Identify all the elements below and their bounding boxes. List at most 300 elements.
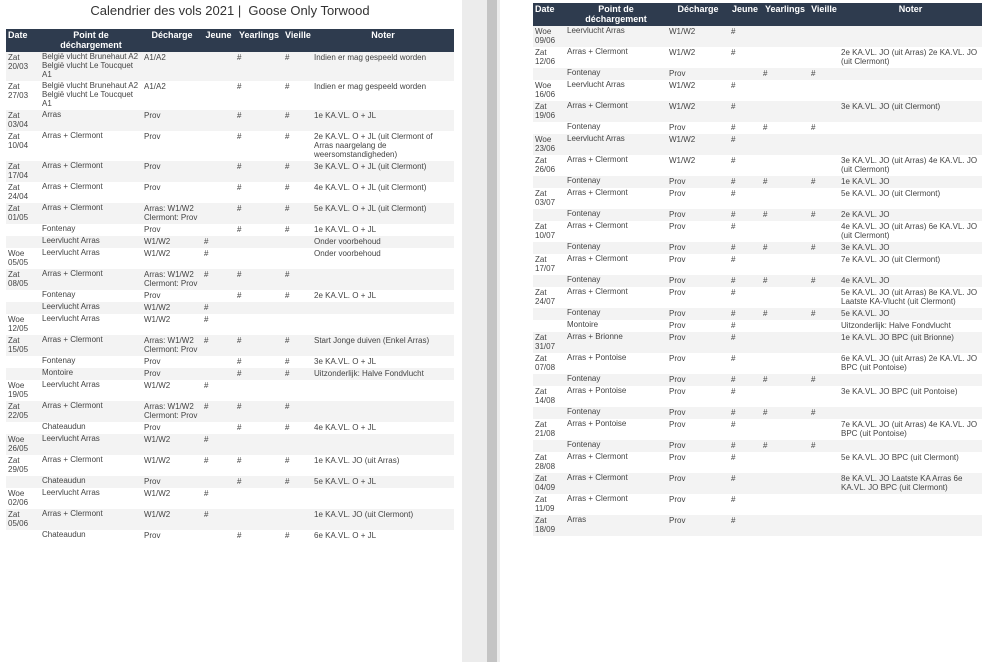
cell-release-point: Leervlucht Arras xyxy=(565,26,667,47)
table-row xyxy=(533,134,982,155)
table-row xyxy=(6,224,454,236)
cell-jeune: # xyxy=(729,242,761,254)
cell-vieille: # xyxy=(809,308,839,320)
cell-decharge: Prov xyxy=(142,161,202,182)
cell-yearlings: # xyxy=(761,68,809,80)
cell-note xyxy=(839,374,982,386)
table-row xyxy=(6,203,454,224)
cell-note: 5e KA.VL. JO (uit Arras) 8e KA.VL. JO Laatste KA-Vlucht (uit Clermont) xyxy=(839,287,982,308)
cell-release-point: Leervlucht Arras xyxy=(40,236,142,248)
cell-date: Zat 21/08 xyxy=(533,419,565,440)
table-row xyxy=(6,314,454,335)
table-row xyxy=(6,236,454,248)
cell-jeune: # xyxy=(202,248,235,269)
cell-jeune: # xyxy=(202,455,235,476)
cell-vieille xyxy=(809,155,839,176)
table-row xyxy=(533,515,982,536)
cell-release-point: Fontenay xyxy=(40,224,142,236)
cell-note: 6e KA.VL. O + JL xyxy=(312,530,454,542)
cell-note: 7e KA.VL. JO (uit Arras) 4e KA.VL. JO BPC (uit Pontoise) xyxy=(839,419,982,440)
cell-jeune: # xyxy=(729,287,761,308)
cell-note: 1e KA.VL. JO xyxy=(839,176,982,188)
cell-note xyxy=(312,302,454,314)
cell-note: 4e KA.VL. JO xyxy=(839,275,982,287)
cell-note xyxy=(312,380,454,401)
cell-decharge: Prov xyxy=(667,386,729,407)
cell-decharge: Prov xyxy=(142,224,202,236)
cell-vieille xyxy=(809,26,839,47)
table-row xyxy=(6,356,454,368)
cell-vieille: # xyxy=(283,530,312,542)
cell-vieille: # xyxy=(809,242,839,254)
cell-release-point: Fontenay xyxy=(565,242,667,254)
cell-jeune xyxy=(202,203,235,224)
cell-date xyxy=(6,368,40,380)
cell-vieille xyxy=(809,188,839,209)
cell-jeune xyxy=(202,422,235,434)
cell-date xyxy=(533,308,565,320)
cell-decharge: Prov xyxy=(142,182,202,203)
cell-decharge: Prov xyxy=(667,353,729,374)
cell-yearlings xyxy=(235,248,283,269)
cell-note: 1e KA.VL. JO (uit Arras) xyxy=(312,455,454,476)
header-decharge: Décharge xyxy=(142,29,202,52)
cell-note: 3e KA.VL. JO xyxy=(839,242,982,254)
header-vieille: Vieille xyxy=(809,3,839,26)
cell-yearlings: # xyxy=(761,440,809,452)
cell-jeune: # xyxy=(729,101,761,122)
cell-release-point: Arras + Clermont xyxy=(565,254,667,275)
cell-release-point: Arras + Clermont xyxy=(565,47,667,68)
cell-decharge: Prov xyxy=(667,287,729,308)
cell-release-point: Chateaudun xyxy=(40,530,142,542)
cell-vieille xyxy=(283,248,312,269)
cell-date xyxy=(533,209,565,221)
cell-jeune: # xyxy=(202,401,235,422)
cell-note: 3e KA.VL. O + JL (uit Clermont) xyxy=(312,161,454,182)
cell-release-point: Arras xyxy=(40,110,142,131)
table-row xyxy=(533,47,982,68)
cell-date: Zat 24/04 xyxy=(6,182,40,203)
cell-yearlings xyxy=(235,236,283,248)
cell-yearlings: # xyxy=(235,81,283,110)
cell-yearlings xyxy=(761,80,809,101)
cell-vieille: # xyxy=(283,203,312,224)
cell-date: Zat 07/08 xyxy=(533,353,565,374)
cell-vieille xyxy=(283,380,312,401)
cell-decharge: Prov xyxy=(667,308,729,320)
table-row xyxy=(533,209,982,221)
cell-vieille xyxy=(283,236,312,248)
cell-yearlings xyxy=(761,47,809,68)
table-row xyxy=(6,488,454,509)
table-row xyxy=(533,101,982,122)
cell-yearlings xyxy=(761,26,809,47)
cell-vieille xyxy=(809,287,839,308)
cell-release-point: Arras + Clermont xyxy=(565,155,667,176)
cell-jeune xyxy=(202,476,235,488)
cell-vieille xyxy=(283,434,312,455)
cell-date xyxy=(533,275,565,287)
cell-decharge: Arras: W1/W2 Clermont: Prov xyxy=(142,401,202,422)
cell-note: 5e KA.VL. O + JL (uit Clermont) xyxy=(312,203,454,224)
table-row xyxy=(6,131,454,161)
cell-release-point: Chateaudun xyxy=(40,476,142,488)
cell-note xyxy=(839,407,982,419)
cell-yearlings: # xyxy=(761,209,809,221)
cell-date: Zat 22/05 xyxy=(6,401,40,422)
cell-vieille: # xyxy=(809,440,839,452)
cell-jeune xyxy=(202,161,235,182)
cell-jeune: # xyxy=(202,509,235,530)
table-row xyxy=(533,386,982,407)
cell-note: 1e KA.VL. JO BPC (uit Brionne) xyxy=(839,332,982,353)
cell-yearlings xyxy=(761,494,809,515)
cell-decharge: W1/W2 xyxy=(142,488,202,509)
cell-decharge: Prov xyxy=(667,275,729,287)
cell-date xyxy=(6,422,40,434)
cell-jeune: # xyxy=(729,374,761,386)
cell-note xyxy=(839,122,982,134)
cell-decharge: W1/W2 xyxy=(142,236,202,248)
cell-note: 4e KA.VL. O + JL (uit Clermont) xyxy=(312,182,454,203)
cell-date: Woe 05/05 xyxy=(6,248,40,269)
cell-decharge: Prov xyxy=(142,422,202,434)
cell-jeune xyxy=(729,68,761,80)
cell-date: Woe 09/06 xyxy=(533,26,565,47)
cell-yearlings: # xyxy=(235,131,283,161)
cell-vieille: # xyxy=(283,290,312,302)
cell-release-point: Leervlucht Arras xyxy=(40,314,142,335)
cell-date: Zat 03/07 xyxy=(533,188,565,209)
cell-note xyxy=(312,488,454,509)
cell-date: Zat 17/04 xyxy=(6,161,40,182)
cell-note: 2e KA.VL. JO xyxy=(839,209,982,221)
cell-decharge: Prov xyxy=(667,209,729,221)
cell-jeune xyxy=(202,224,235,236)
cell-decharge: Prov xyxy=(142,290,202,302)
cell-yearlings xyxy=(761,287,809,308)
cell-note xyxy=(839,515,982,536)
cell-release-point: Arras + Clermont xyxy=(40,182,142,203)
cell-release-point: Leervlucht Arras xyxy=(40,380,142,401)
cell-release-point: Leervlucht Arras xyxy=(565,80,667,101)
cell-vieille: # xyxy=(283,401,312,422)
cell-release-point: Arras + Clermont xyxy=(40,131,142,161)
cell-release-point: Arras + Clermont xyxy=(40,455,142,476)
cell-release-point: Fontenay xyxy=(565,209,667,221)
cell-decharge: Prov xyxy=(667,176,729,188)
cell-yearlings xyxy=(761,101,809,122)
cell-vieille xyxy=(809,101,839,122)
cell-release-point: Fontenay xyxy=(565,122,667,134)
flight-schedule-table-right xyxy=(533,3,982,536)
cell-vieille: # xyxy=(283,335,312,356)
table-row xyxy=(533,308,982,320)
cell-decharge: Prov xyxy=(667,440,729,452)
cell-date xyxy=(6,530,40,542)
table-row xyxy=(6,81,454,110)
cell-yearlings: # xyxy=(235,530,283,542)
table-row xyxy=(533,494,982,515)
cell-jeune: # xyxy=(729,452,761,473)
cell-release-point: Montoire xyxy=(40,368,142,380)
cell-date: Woe 12/05 xyxy=(6,314,40,335)
table-row xyxy=(533,440,982,452)
cell-vieille xyxy=(283,509,312,530)
cell-release-point: Fontenay xyxy=(40,290,142,302)
cell-yearlings: # xyxy=(235,335,283,356)
header-yearlings: Yearlings xyxy=(235,29,283,52)
cell-jeune xyxy=(202,182,235,203)
cell-date xyxy=(533,440,565,452)
cell-vieille: # xyxy=(283,81,312,110)
cell-decharge: W1/W2 xyxy=(667,80,729,101)
cell-release-point: Arras + Clermont xyxy=(40,401,142,422)
cell-release-point: Arras + Brionne xyxy=(565,332,667,353)
header-date: Date xyxy=(533,3,565,26)
cell-decharge: Prov xyxy=(667,374,729,386)
table-row xyxy=(6,269,454,290)
cell-vieille: # xyxy=(283,368,312,380)
cell-jeune: # xyxy=(729,407,761,419)
table-row xyxy=(6,476,454,488)
cell-yearlings: # xyxy=(761,176,809,188)
table-row xyxy=(533,452,982,473)
cell-vieille: # xyxy=(809,407,839,419)
header-decharge: Décharge xyxy=(667,3,729,26)
cell-decharge: W1/W2 xyxy=(142,434,202,455)
cell-decharge: Arras: W1/W2 Clermont: Prov xyxy=(142,269,202,290)
table-row xyxy=(533,353,982,374)
cell-date: Zat 18/09 xyxy=(533,515,565,536)
cell-jeune: # xyxy=(729,419,761,440)
cell-jeune: # xyxy=(729,386,761,407)
cell-decharge: Prov xyxy=(667,320,729,332)
cell-release-point: Arras + Clermont xyxy=(565,494,667,515)
cell-jeune: # xyxy=(729,308,761,320)
cell-note: 3e KA.VL. O + JL xyxy=(312,356,454,368)
cell-vieille xyxy=(809,353,839,374)
cell-note: 2e KA.VL. O + JL (uit Clermont of Arras naargelang de weersomstandigheden) xyxy=(312,131,454,161)
cell-yearlings xyxy=(235,380,283,401)
cell-yearlings xyxy=(761,419,809,440)
table-row xyxy=(6,110,454,131)
cell-yearlings xyxy=(761,221,809,242)
cell-date xyxy=(533,68,565,80)
cell-date: Zat 17/07 xyxy=(533,254,565,275)
table-row xyxy=(533,176,982,188)
cell-vieille xyxy=(809,515,839,536)
cell-date: Woe 26/05 xyxy=(6,434,40,455)
cell-date xyxy=(6,290,40,302)
cell-date: Zat 03/04 xyxy=(6,110,40,131)
cell-jeune: # xyxy=(202,335,235,356)
cell-date: Zat 04/09 xyxy=(533,473,565,494)
cell-yearlings: # xyxy=(235,401,283,422)
cell-release-point: Fontenay xyxy=(565,374,667,386)
cell-vieille: # xyxy=(809,122,839,134)
cell-yearlings: # xyxy=(235,368,283,380)
cell-jeune xyxy=(202,530,235,542)
cell-note: Onder voorbehoud xyxy=(312,248,454,269)
cell-jeune: # xyxy=(729,221,761,242)
header-jeune: Jeune xyxy=(729,3,761,26)
cell-yearlings: # xyxy=(235,182,283,203)
cell-jeune: # xyxy=(729,332,761,353)
cell-vieille: # xyxy=(283,356,312,368)
cell-vieille xyxy=(283,488,312,509)
cell-decharge: Prov xyxy=(667,221,729,242)
cell-release-point: Arras + Clermont xyxy=(40,269,142,290)
cell-release-point: Fontenay xyxy=(40,356,142,368)
cell-vieille: # xyxy=(809,68,839,80)
table-row xyxy=(6,290,454,302)
cell-vieille: # xyxy=(283,131,312,161)
table-row xyxy=(533,80,982,101)
cell-yearlings: # xyxy=(235,455,283,476)
cell-note: 5e KA.VL. O + JL xyxy=(312,476,454,488)
cell-vieille: # xyxy=(809,374,839,386)
cell-jeune: # xyxy=(729,320,761,332)
header-noter: Noter xyxy=(312,29,454,52)
cell-vieille xyxy=(809,452,839,473)
cell-date xyxy=(6,236,40,248)
header-point-de-dechargement: Point de déchargement xyxy=(565,3,667,26)
cell-decharge: W1/W2 xyxy=(142,380,202,401)
cell-jeune: # xyxy=(202,302,235,314)
cell-yearlings: # xyxy=(235,203,283,224)
table-row xyxy=(6,401,454,422)
cell-vieille xyxy=(809,473,839,494)
cell-yearlings xyxy=(761,332,809,353)
cell-date xyxy=(6,356,40,368)
cell-decharge: Prov xyxy=(142,110,202,131)
cell-yearlings xyxy=(235,434,283,455)
cell-jeune: # xyxy=(729,176,761,188)
cell-jeune: # xyxy=(729,26,761,47)
cell-vieille xyxy=(809,47,839,68)
cell-date xyxy=(533,407,565,419)
cell-note: 2e KA.VL. O + JL xyxy=(312,290,454,302)
cell-date: Zat 20/03 xyxy=(6,52,40,81)
cell-release-point: Arras + Clermont xyxy=(565,452,667,473)
cell-vieille: # xyxy=(283,110,312,131)
cell-decharge: Prov xyxy=(667,122,729,134)
cell-yearlings: # xyxy=(761,308,809,320)
table-row xyxy=(533,419,982,440)
cell-decharge: W1/W2 xyxy=(667,134,729,155)
cell-note: Indien er mag gespeeld worden xyxy=(312,81,454,110)
cell-jeune: # xyxy=(202,488,235,509)
cell-yearlings xyxy=(761,452,809,473)
cell-note: 5e KA.VL. JO BPC (uit Clermont) xyxy=(839,452,982,473)
cell-jeune: # xyxy=(202,434,235,455)
cell-date: Zat 27/03 xyxy=(6,81,40,110)
table-row xyxy=(533,407,982,419)
cell-decharge: W1/W2 xyxy=(142,455,202,476)
cell-vieille xyxy=(809,419,839,440)
cell-vieille: # xyxy=(809,209,839,221)
cell-jeune xyxy=(202,52,235,81)
cell-date: Woe 19/05 xyxy=(6,380,40,401)
cell-vieille xyxy=(809,134,839,155)
cell-release-point: Leervlucht Arras xyxy=(40,302,142,314)
cell-vieille xyxy=(809,320,839,332)
table-row xyxy=(6,248,454,269)
header-point-de-dechargement: Point de déchargement xyxy=(40,29,142,52)
cell-decharge: A1/A2 xyxy=(142,52,202,81)
cell-release-point: Arras + Clermont xyxy=(40,203,142,224)
header-vieille: Vieille xyxy=(283,29,312,52)
cell-note: 5e KA.VL. JO (uit Clermont) xyxy=(839,188,982,209)
table-row xyxy=(6,52,454,81)
cell-release-point: België vlucht Brunehaut A2 België vlucht Le Toucquet A1 xyxy=(40,52,142,81)
cell-date xyxy=(533,122,565,134)
cell-decharge: W1/W2 xyxy=(142,509,202,530)
cell-jeune: # xyxy=(729,80,761,101)
cell-yearlings xyxy=(761,515,809,536)
table-row xyxy=(6,422,454,434)
cell-date: Zat 15/05 xyxy=(6,335,40,356)
cell-decharge: Arras: W1/W2 Clermont: Prov xyxy=(142,335,202,356)
cell-yearlings: # xyxy=(761,407,809,419)
cell-yearlings: # xyxy=(235,52,283,81)
cell-jeune: # xyxy=(729,473,761,494)
cell-date xyxy=(533,320,565,332)
cell-yearlings: # xyxy=(761,242,809,254)
cell-decharge: Prov xyxy=(142,476,202,488)
cell-release-point: Fontenay xyxy=(565,440,667,452)
cell-jeune: # xyxy=(729,209,761,221)
cell-yearlings: # xyxy=(235,476,283,488)
cell-release-point: Leervlucht Arras xyxy=(565,134,667,155)
cell-yearlings xyxy=(761,188,809,209)
cell-decharge: Prov xyxy=(667,515,729,536)
page-divider xyxy=(487,0,497,662)
table-row xyxy=(533,254,982,275)
table-row xyxy=(533,473,982,494)
cell-note: 1e KA.VL. O + JL xyxy=(312,224,454,236)
table-row xyxy=(6,335,454,356)
header-date: Date xyxy=(6,29,40,52)
cell-note xyxy=(312,434,454,455)
cell-yearlings: # xyxy=(235,269,283,290)
cell-date: Zat 10/07 xyxy=(533,221,565,242)
cell-decharge: Prov xyxy=(667,419,729,440)
cell-decharge: Prov xyxy=(142,368,202,380)
cell-vieille: # xyxy=(809,275,839,287)
cell-decharge: Prov xyxy=(667,188,729,209)
cell-release-point: Fontenay xyxy=(565,407,667,419)
cell-jeune: # xyxy=(729,122,761,134)
cell-vieille: # xyxy=(283,52,312,81)
cell-release-point: Arras + Clermont xyxy=(565,101,667,122)
cell-note: 1e KA.VL. O + JL xyxy=(312,110,454,131)
cell-jeune: # xyxy=(202,236,235,248)
cell-date: Woe 23/06 xyxy=(533,134,565,155)
cell-jeune: # xyxy=(729,440,761,452)
cell-date xyxy=(533,176,565,188)
table-row xyxy=(6,434,454,455)
cell-yearlings: # xyxy=(761,122,809,134)
cell-release-point: Leervlucht Arras xyxy=(40,488,142,509)
cell-vieille: # xyxy=(283,455,312,476)
cell-note xyxy=(839,68,982,80)
cell-vieille xyxy=(809,254,839,275)
cell-vieille xyxy=(809,386,839,407)
cell-decharge: W1/W2 xyxy=(142,302,202,314)
